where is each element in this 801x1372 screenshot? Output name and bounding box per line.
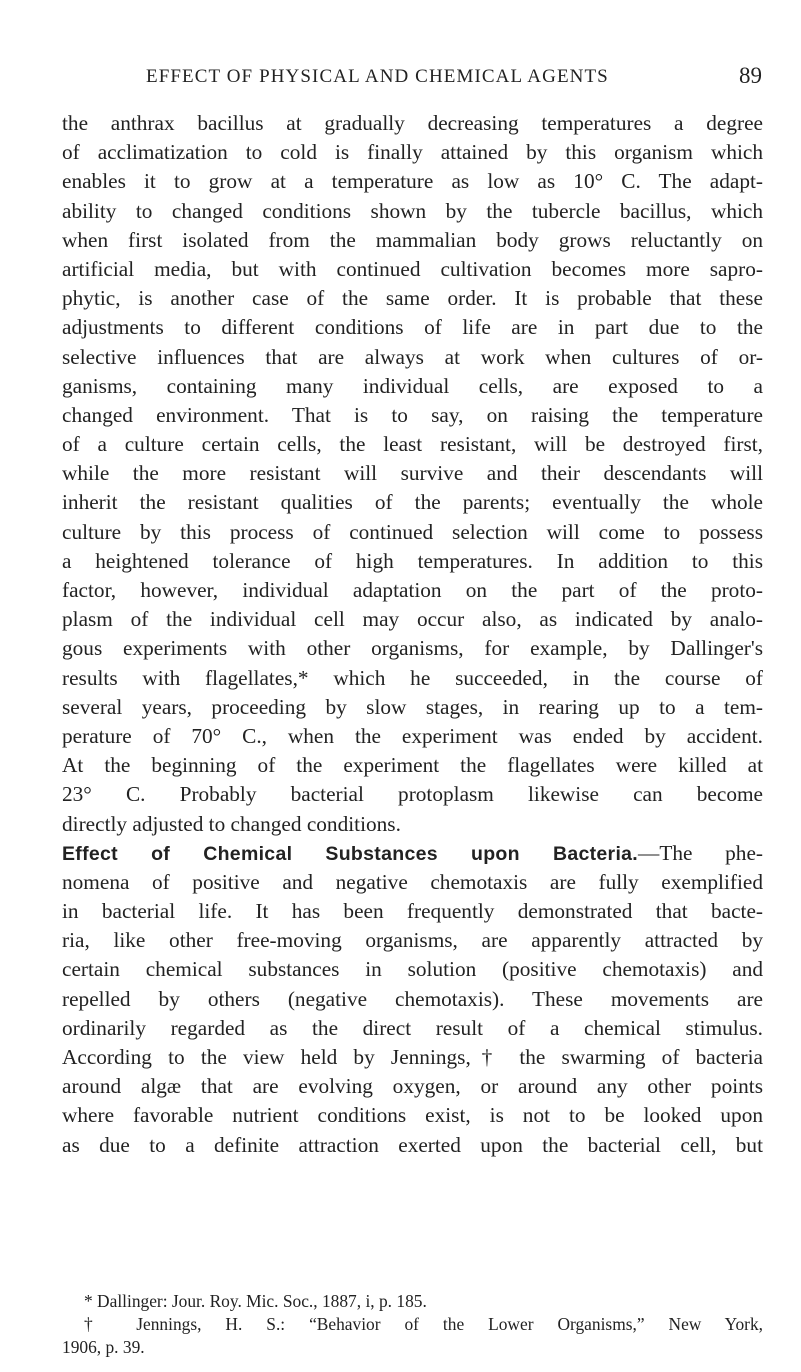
text-line: several years, proceeding by slow stages, in rearing up to a tem-: [62, 694, 763, 719]
text-line: enables it to grow at a temperature as low as 10° C. The adapt-: [62, 169, 763, 194]
text-line: nomena of positive and negative chemotaxis are fully exemplified: [62, 869, 763, 894]
text-line: around algæ that are evolving oxygen, or around any other points: [62, 1074, 763, 1099]
text-line: ability to changed conditions shown by the tubercle bacillus, which: [62, 198, 763, 223]
text-line: factor, however, individual adaptation on the part of the proto-: [62, 578, 763, 602]
text-line: ganisms, containing many individual cells, are exposed to a: [62, 373, 763, 398]
text-line: a heightened tolerance of high temperatures. In addition to this: [62, 548, 763, 573]
text-line: of acclimatization to cold is finally attained by this organism which: [62, 140, 763, 165]
running-title: EFFECT OF PHYSICAL AND CHEMICAL AGENTS: [146, 66, 609, 87]
text-line: According to the view held by Jennings,† the swarming of bacteria: [62, 1045, 763, 1069]
text-line: in bacterial life. It has been frequently demonstrated that bacte-: [62, 899, 763, 924]
text-line: perature of 70° C., when the experiment was ended by accident.: [62, 723, 763, 748]
page-number: 89: [739, 63, 762, 88]
text-line: selective influences that are always at work when cultures of or-: [62, 344, 763, 369]
text-line: inherit the resistant qualities of the parents; eventually the whole: [62, 490, 763, 515]
footnote-jennings: † Jennings, H. S.: “Behavior of the Lower Organisms,” New York,: [84, 1314, 763, 1334]
paragraph-end-line: directly adjusted to changed conditions.: [62, 811, 401, 836]
text-line: gous experiments with other organisms, for example, by Dallinger's: [62, 636, 763, 661]
text-line: ordinarily regarded as the direct result of a chemical stimulus.: [62, 1015, 763, 1040]
text-line: of a culture certain cells, the least resistant, will be destroyed first,: [62, 432, 763, 457]
text-line: culture by this process of continued selection will come to possess: [62, 519, 763, 544]
heading-continuation: —The phe-: [638, 840, 763, 865]
footnote-jennings-cont: 1906, p. 39.: [62, 1337, 145, 1357]
footnote-dallinger: * Dallinger: Jour. Roy. Mic. Soc., 1887, i, p. 185.: [84, 1291, 427, 1311]
text-line: while the more resistant will survive and their descendants will: [62, 461, 763, 486]
text-line: when first isolated from the mammalian body grows reluctantly on: [62, 227, 763, 252]
running-head: [62, 63, 762, 96]
footnotes: [62, 1290, 763, 1359]
text-line: changed environment. That is to say, on raising the temperature: [62, 402, 763, 427]
text-line: ria, like other free-moving organisms, are apparently attracted by: [62, 928, 763, 953]
section-heading: Effect of Chemical Substances upon Bacteria.: [62, 842, 639, 865]
text-line: repelled by others (negative chemotaxis). These movements are: [62, 986, 763, 1011]
text-line: the anthrax bacillus at gradually decreasing temperatures a degree: [62, 111, 763, 135]
body-text: [62, 109, 763, 1160]
text-line: 23° C. Probably bacterial protoplasm likewise can become: [62, 782, 763, 807]
text-line: plasm of the individual cell may occur also, as indicated by analo-: [62, 607, 763, 632]
text-line: artificial media, but with continued cultivation becomes more sapro-: [62, 256, 763, 281]
text-line: certain chemical substances in solution (positive chemotaxis) and: [62, 957, 763, 982]
text-line: where favorable nutrient conditions exist, is not to be looked upon: [62, 1103, 763, 1128]
text-line: At the beginning of the experiment the flagellates were killed at: [62, 753, 763, 778]
text-line: phytic, is another case of the same order. It is probable that these: [62, 286, 763, 311]
text-line: as due to a definite attraction exerted upon the bacterial cell, but: [62, 1132, 763, 1157]
text-line: adjustments to different conditions of life are in part due to the: [62, 315, 763, 340]
text-line: results with flagellates,* which he succeeded, in the course of: [62, 665, 763, 690]
section-heading-line: [62, 839, 763, 868]
